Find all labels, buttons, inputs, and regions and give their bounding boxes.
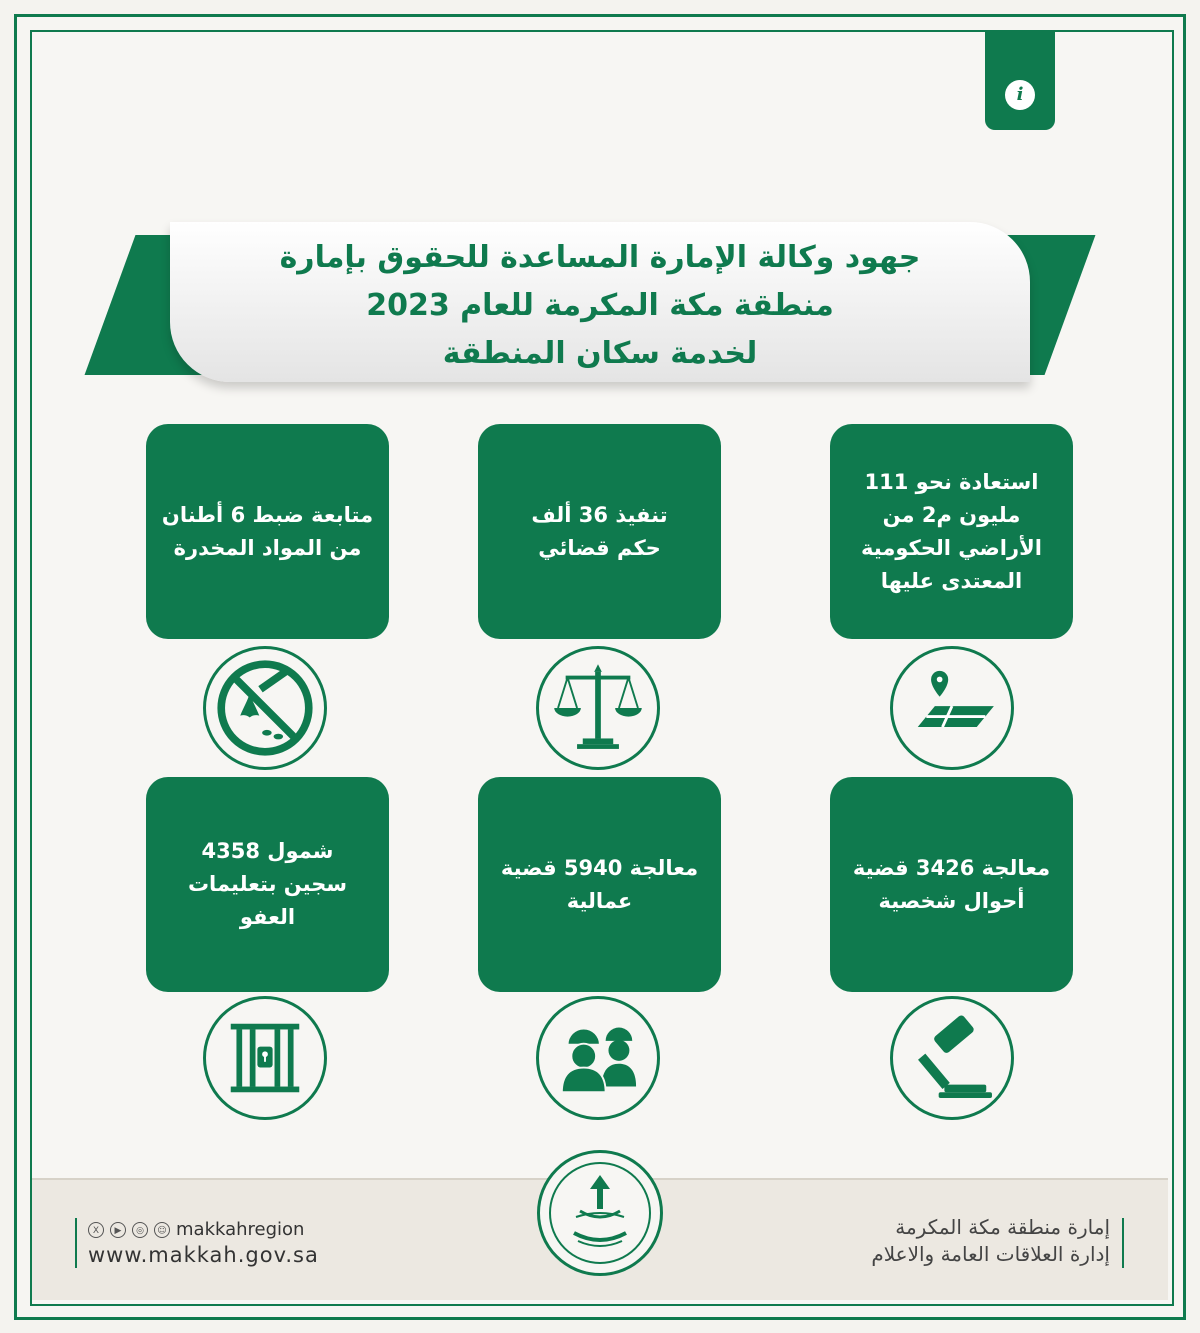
- saudi-emblem-logo: [537, 1150, 663, 1276]
- card-personal-status: [830, 777, 1073, 992]
- card-text: معالجة 5940 قضية عمالية: [500, 855, 699, 913]
- map-location-icon: [890, 646, 1014, 770]
- org-line-1: إمارة منطقة مكة المكرمة: [895, 1215, 1110, 1239]
- snapchat-icon[interactable]: ☺: [154, 1222, 170, 1238]
- card-land-recovery: [830, 424, 1073, 639]
- card-text: معالجة 3426 قضية أحوال شخصية: [852, 855, 1051, 913]
- card-text: استعادة نحو 111 مليون م2 من الأراضي الحكومية المعتدى عليها: [861, 469, 1042, 593]
- card-judgments: [478, 424, 721, 639]
- card-pardon: [146, 777, 389, 992]
- no-drugs-icon: [203, 646, 327, 770]
- title-line-3: لخدمة سكان المنطقة: [442, 336, 758, 371]
- title-line-1: جهود وكالة الإمارة المساعدة للحقوق بإمارة: [279, 240, 921, 275]
- card-text: تنفيذ 36 ألف حكم قضائي: [531, 502, 668, 560]
- info-tab: [985, 30, 1055, 130]
- gavel-icon: [890, 996, 1014, 1120]
- scales-icon: [536, 646, 660, 770]
- page-title: [170, 222, 1030, 382]
- social-handle[interactable]: makkahregion: [176, 1219, 305, 1240]
- card-drugs: [146, 424, 389, 639]
- organization-name: [871, 1214, 1110, 1268]
- card-text: متابعة ضبط 6 أطنان من المواد المخدرة: [161, 502, 374, 560]
- org-line-2: إدارة العلاقات العامة والاعلام: [871, 1242, 1110, 1266]
- prison-icon: [203, 996, 327, 1120]
- footer-accent-left: [75, 1218, 77, 1268]
- title-line-2: منطقة مكة المكرمة للعام 2023: [366, 288, 834, 323]
- x-icon[interactable]: X: [88, 1222, 104, 1238]
- card-labor-cases: [478, 777, 721, 992]
- footer-accent-right: [1122, 1218, 1124, 1268]
- social-icons: [88, 1222, 170, 1238]
- workers-icon: [536, 996, 660, 1120]
- website-link[interactable]: www.makkah.gov.sa: [88, 1243, 319, 1267]
- youtube-icon[interactable]: ▶: [110, 1222, 126, 1238]
- card-text: شمول 4358 سجين بتعليمات العفو: [187, 839, 348, 929]
- instagram-icon[interactable]: ◎: [132, 1222, 148, 1238]
- info-icon: i: [1005, 80, 1035, 110]
